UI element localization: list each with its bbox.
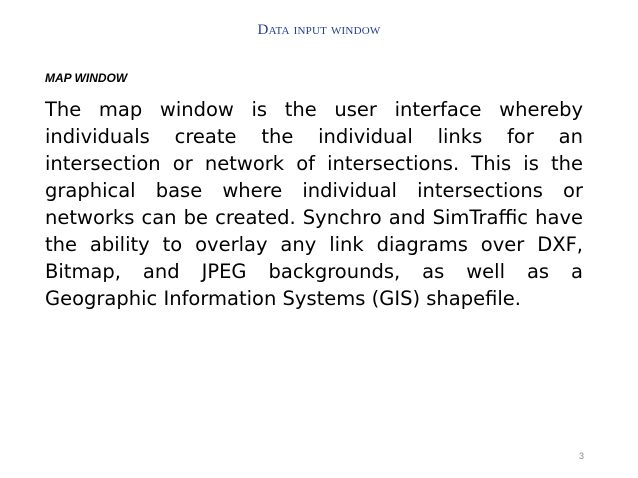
- body-paragraph: The map window is the user interface whereby individuals create the individual links for an intersection or network of intersections. This is the graphical base where individual intersections or networks can be created. Synchro and SimTraffic have the ability to overlay any link diagrams over DXF, Bitmap, and JPEG backgrounds, as well as a Geographic Information Systems (GIS) shapefile.: [45, 98, 583, 310]
- slide-title: Data input window: [257, 22, 381, 38]
- section-heading: MAP WINDOW: [45, 71, 128, 85]
- page-number: 3: [578, 451, 584, 461]
